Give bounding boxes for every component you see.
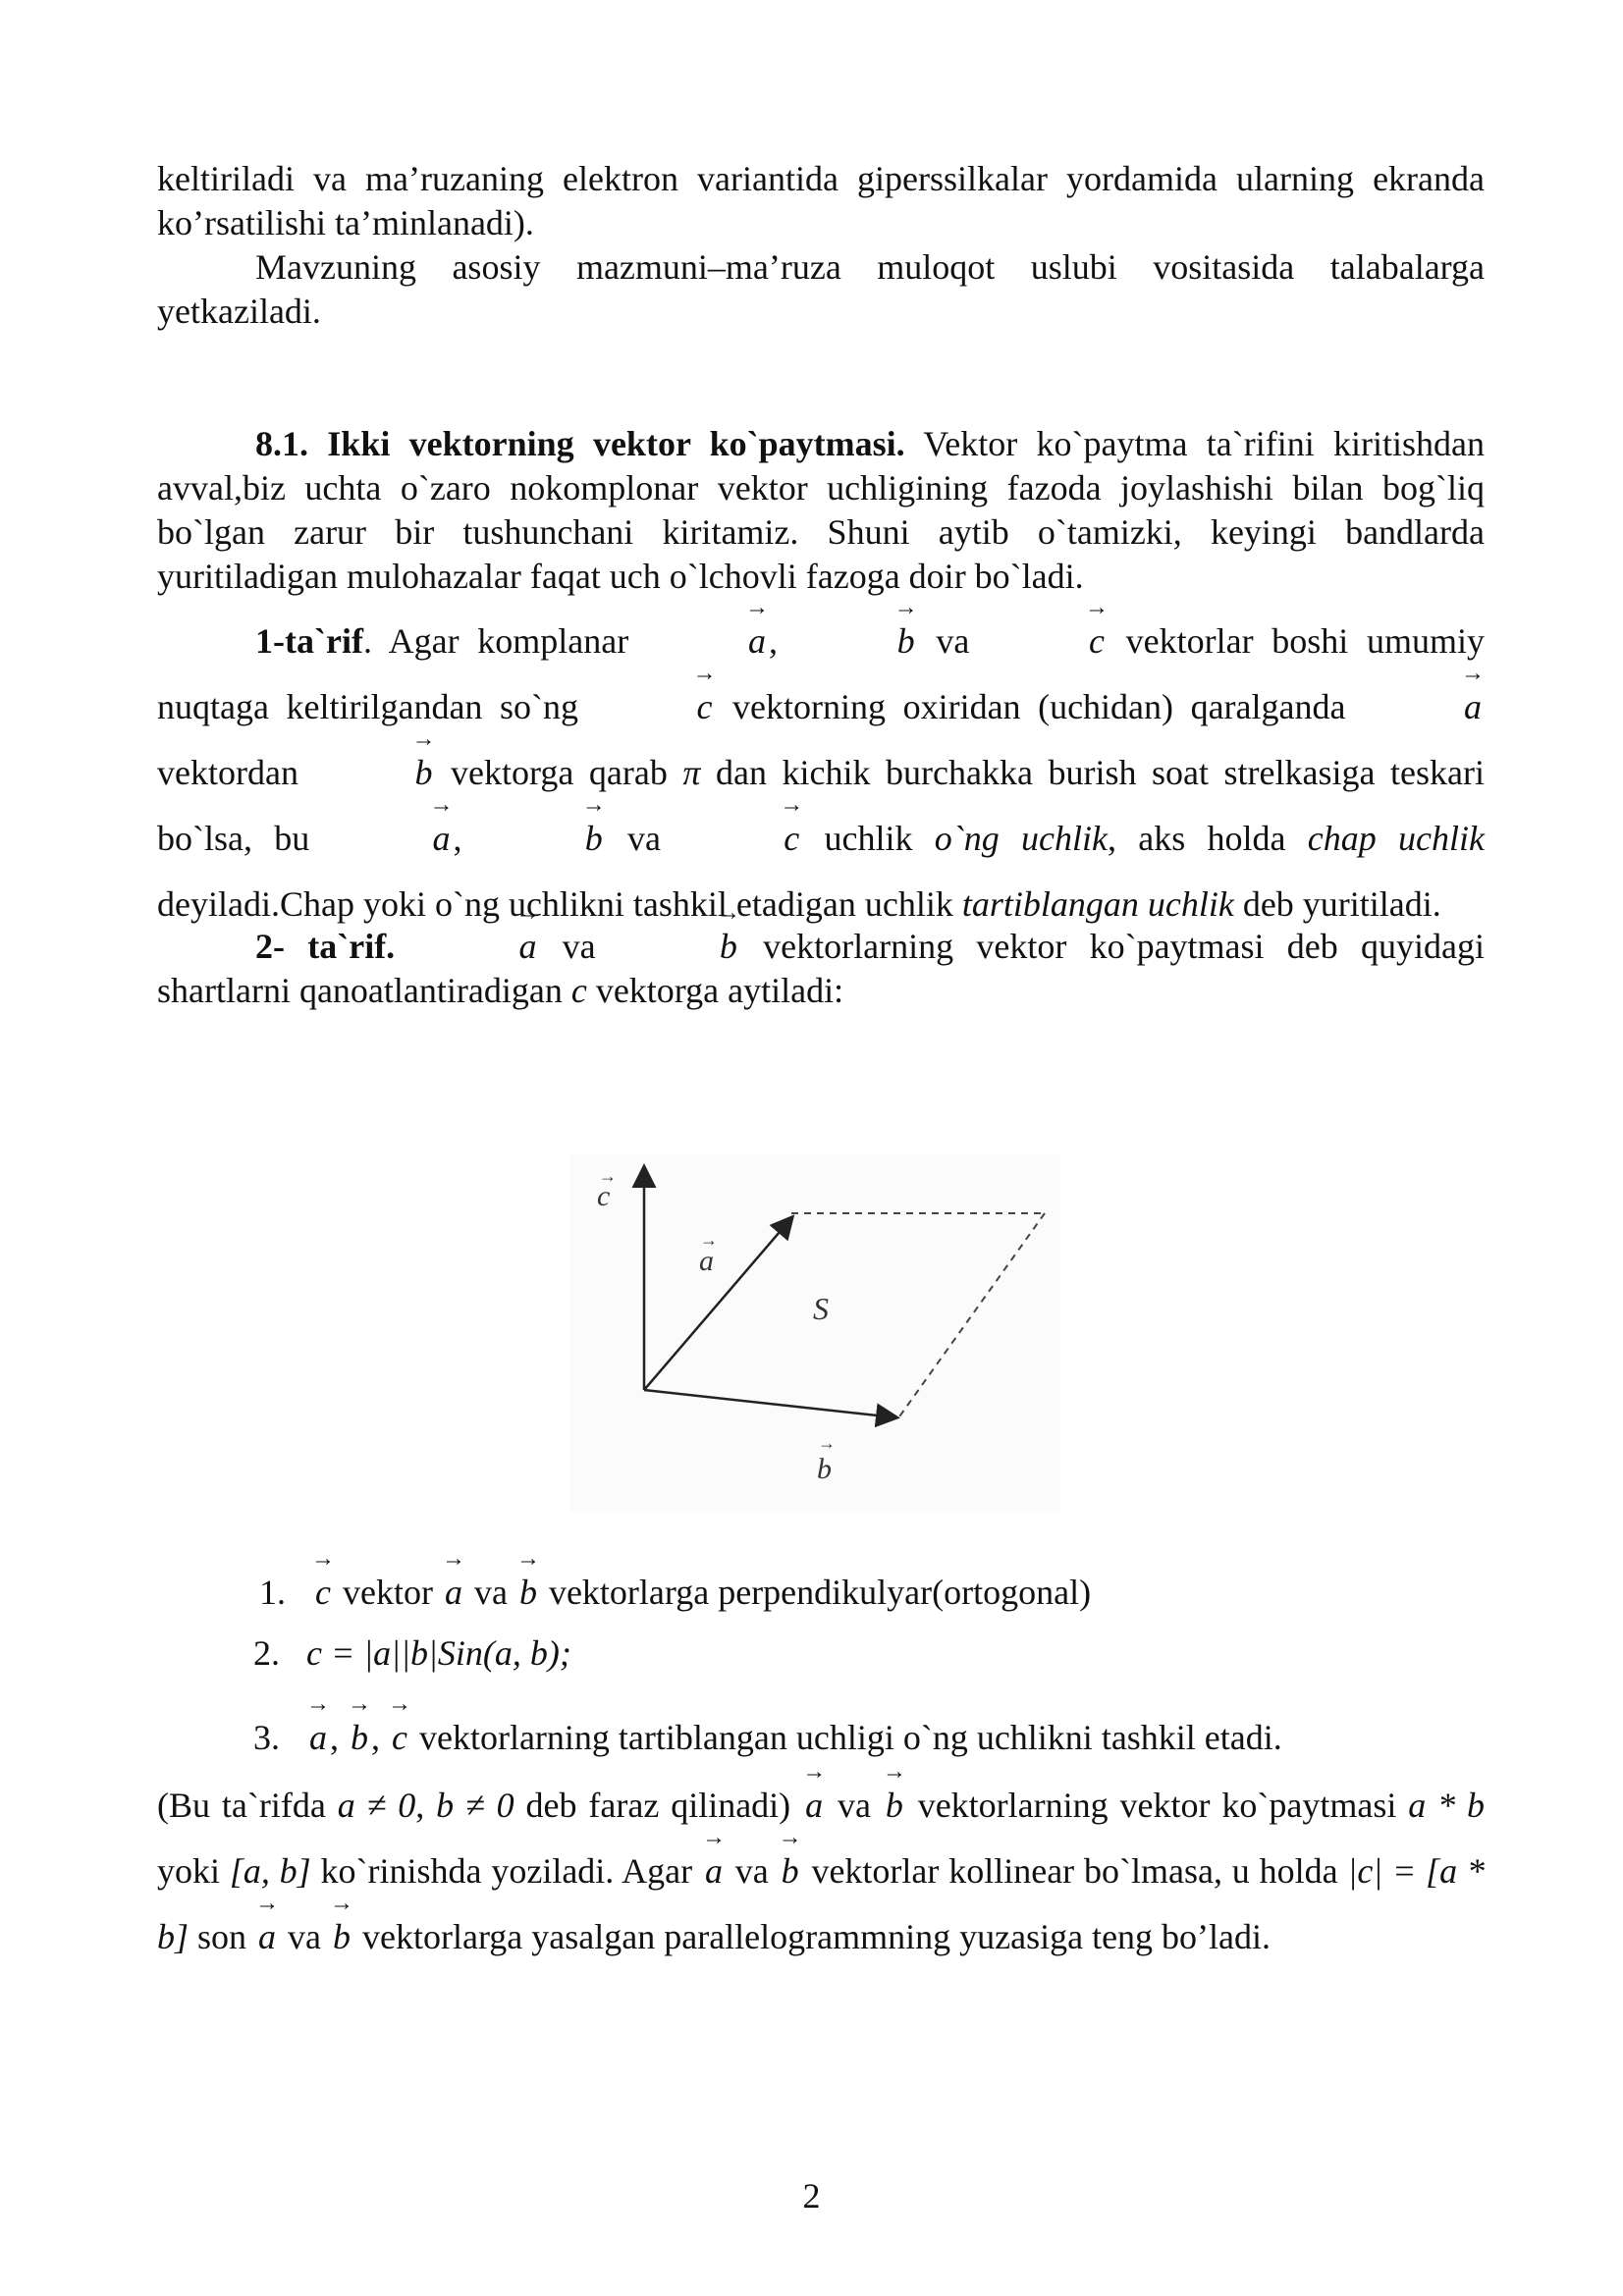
closing-text: yoki	[157, 1851, 230, 1891]
def2-text: vektorga aytiladi:	[586, 971, 844, 1010]
pi-symbol: π	[682, 753, 701, 792]
def1-text: dan kichik burchakka burish soat strelkasiga teskari bo`lsa, bu	[157, 753, 1485, 858]
formula-bracket-ab: [a, b]	[229, 1851, 311, 1891]
vector-b: → b	[779, 1853, 802, 1889]
intro-paragraph-1: keltiriladi va ma’ruzaning elektron variantida giperssilkalar yordamida ularning ekranda ko’rsatilishi ta’minlanadi).	[157, 159, 1485, 242]
parallelogram-diagram	[569, 1154, 1060, 1512]
vector-b: → b	[484, 821, 606, 856]
vector-a: → a	[1363, 689, 1485, 724]
item-number: 3.	[253, 1718, 280, 1757]
def1-text: . Agar komplanar	[362, 621, 647, 661]
term-ordered-triple: tartiblangan uchlik	[961, 884, 1234, 924]
vector-c: → c	[596, 689, 716, 724]
def1-text: deb yuritiladi.	[1233, 884, 1441, 924]
def1-text: vektorga qarab	[435, 753, 683, 792]
section-text: Vektor ko`paytma ta`rifini kiritishdan avval,biz uchta o`zaro nokomplonar vektor uchligining fazoda joylashishi bilan bog`liq bo`lgan zarur bir tushunchani kiritamiz. Shuni aytib o`tamizki, keyingi bandlarda yuritiladigan mulohazalar faqat uch o`lchovli fazoga doir bo`ladi.	[157, 424, 1485, 596]
label-s: S	[813, 1291, 829, 1326]
section-paragraph	[157, 422, 1485, 599]
vector-c-small: c	[570, 971, 587, 1010]
formula-a-times-b: a * b	[1408, 1786, 1485, 1825]
item-text: ,	[371, 1718, 389, 1757]
cross-product-formula: c = |a||b|Sin(a, b);	[306, 1633, 571, 1673]
definition-2	[157, 925, 1485, 1013]
vector-c: → c	[988, 623, 1108, 659]
vector-b: → b	[314, 755, 436, 790]
intro-paragraph-2: Mavzuning asosiy mazmuni–ma’ruza muloqot uslubi vositasida talabalarga yetkaziladi.	[157, 247, 1485, 331]
item-number: 1.	[259, 1573, 286, 1612]
term-right-triple: o`ng uchlik	[934, 819, 1109, 858]
closing-text: deb faraz qilinadi)	[514, 1786, 803, 1825]
vector-a-arrow	[644, 1218, 791, 1390]
closing-text: son	[189, 1917, 256, 1956]
vector-b: → b	[619, 929, 740, 964]
closing-text: vektorlar kollinear bo`lmasa, u holda	[801, 1851, 1348, 1891]
vector-c: → c	[389, 1720, 410, 1755]
item-text: vektor	[333, 1573, 442, 1612]
label-c: c	[597, 1180, 611, 1212]
condition-1	[259, 1571, 1091, 1615]
def1-text: deyiladi.Chap yoki o`ng uchlikni tashkil etadigan uchlik	[157, 884, 962, 924]
vector-a: → a	[802, 1788, 826, 1823]
vector-a: → a	[417, 929, 539, 964]
vector-b: → b	[516, 1575, 540, 1610]
def1-text: vektorlar boshi umumiy nuqtaga keltirilgandan so`ng	[157, 621, 1485, 726]
item-text: ,	[330, 1718, 348, 1757]
def1-text: vektordan	[157, 753, 314, 792]
def1-text: ,	[768, 621, 796, 661]
term-left-triple: chap uchlik	[1307, 819, 1485, 858]
condition-2	[253, 1631, 571, 1676]
vector-b: → b	[883, 1788, 906, 1823]
vector-c: → c	[682, 821, 802, 856]
vector-a: → a	[306, 1720, 330, 1755]
closing-text: ko`rinishda yoziladi. Agar	[310, 1851, 702, 1891]
label-c-arrow: →	[599, 1166, 617, 1186]
vector-a: → a	[442, 1575, 465, 1610]
closing-text: va	[279, 1917, 331, 1956]
def1-text: vektorning oxiridan (uchidan) qaralganda	[715, 687, 1364, 726]
vector-b-arrow	[644, 1390, 895, 1417]
closing-text: vektorlarga yasalgan parallelogrammning yuzasiga teng bo’ladi.	[353, 1917, 1271, 1956]
vector-c: → c	[312, 1575, 334, 1610]
vector-b: → b	[796, 623, 918, 659]
closing-paragraph	[157, 1773, 1485, 1970]
def2-text: va	[539, 927, 619, 966]
intro-block	[157, 157, 1485, 334]
vector-product-figure	[569, 1154, 1060, 1512]
def2-text: vektorlarning vektor ko`paytmasi deb quyidagi shartlarni qanoatlantiradigan	[157, 927, 1485, 1010]
definition-1-paragraph	[157, 609, 1485, 937]
label-b: b	[817, 1453, 832, 1485]
vector-b: → b	[330, 1919, 353, 1954]
def1-text: uchlik	[802, 819, 935, 858]
vector-a: → a	[332, 821, 454, 856]
vector-a: → a	[702, 1853, 726, 1889]
label-a-arrow: →	[700, 1230, 718, 1250]
label-b-arrow: →	[818, 1433, 836, 1453]
def1-text: va	[917, 621, 988, 661]
definition-2-paragraph	[157, 925, 1485, 1013]
definition-2-label: 2- ta`rif.	[255, 927, 396, 966]
formula-norm-c: |c| = [a * b]	[157, 1851, 1486, 1956]
section-heading: 8.1. Ikki vektorning vektor ko`paytmasi.	[255, 424, 905, 463]
vector-a: → a	[647, 623, 769, 659]
formula-b-nonzero: b ≠ 0	[436, 1786, 514, 1825]
formula-a-nonzero: a ≠ 0	[337, 1786, 416, 1825]
closing-text: (Bu ta`rifda	[157, 1786, 338, 1825]
item-text: vektorlarga perpendikulyar(ortogonal)	[539, 1573, 1092, 1612]
closing-text: ,	[415, 1786, 437, 1825]
closing-text: va	[725, 1851, 779, 1891]
definition-1-label: 1-ta`rif	[255, 621, 363, 661]
parallelogram-right-edge	[897, 1213, 1045, 1419]
vector-b: → b	[348, 1720, 371, 1755]
closing-text: va	[826, 1786, 883, 1825]
vector-a: → a	[255, 1919, 279, 1954]
page-number: 2	[802, 2176, 821, 2216]
item-text: va	[464, 1573, 516, 1612]
item-text: vektorlarning tartiblangan uchligi o`ng uchlikni tashkil etadi.	[409, 1718, 1282, 1757]
label-a: a	[699, 1245, 714, 1277]
closing-text: vektorlarning vektor ko`paytmasi	[905, 1786, 1409, 1825]
section-block	[157, 422, 1485, 599]
def1-text: va	[605, 819, 683, 858]
item-number: 2.	[253, 1633, 280, 1673]
definition-1	[157, 609, 1485, 937]
closing-block	[157, 1773, 1485, 1970]
def1-text: ,	[453, 819, 484, 858]
def1-text: , aks holda	[1108, 819, 1308, 858]
condition-3	[253, 1716, 1282, 1760]
